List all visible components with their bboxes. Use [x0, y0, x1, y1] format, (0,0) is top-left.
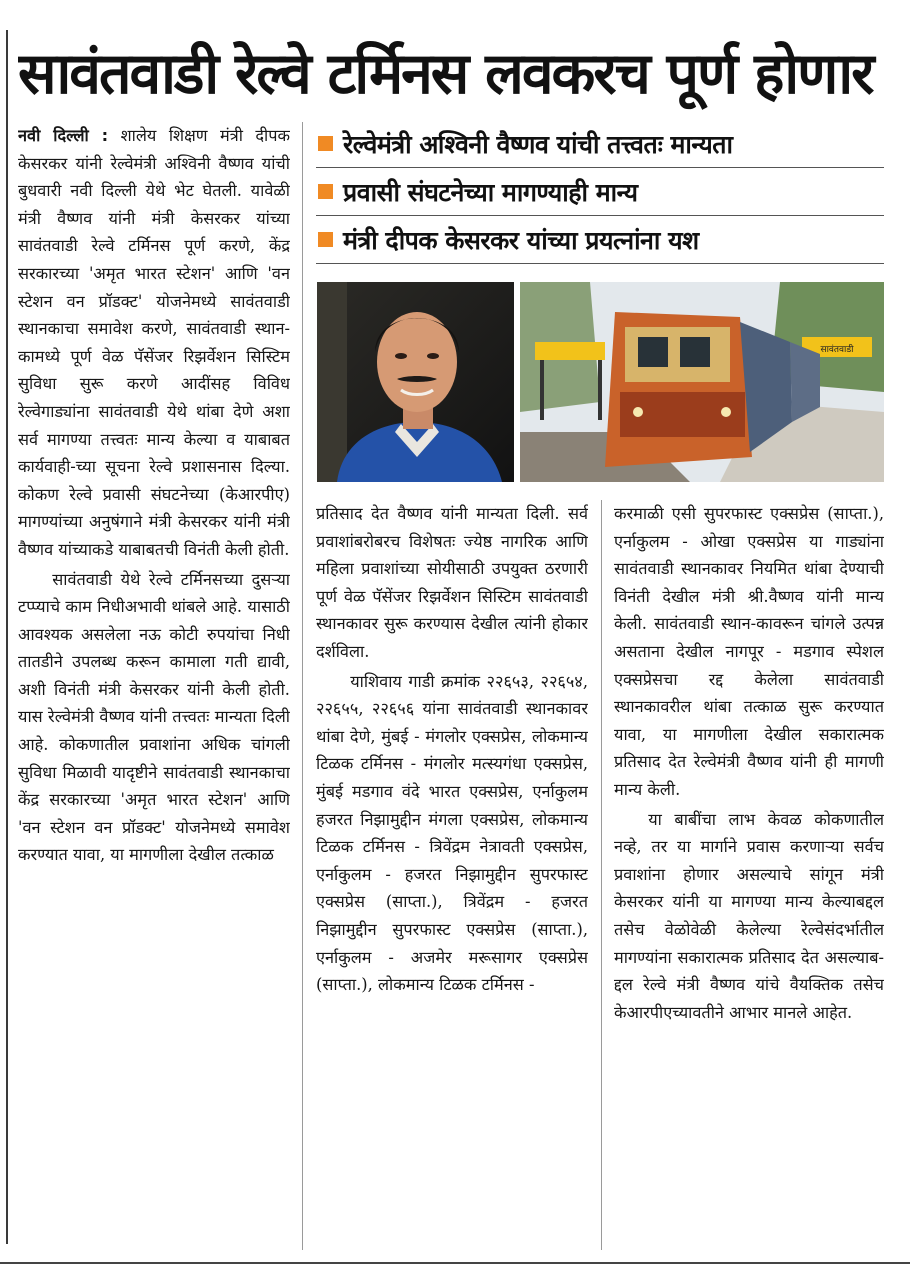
- paragraph: सावंतवाडी येथे रेल्वे टर्मिनसच्या दुसऱ्या टप्प्याचे काम निधीअभावी थांबले आहे. यासाठी आवश्यक असलेला नऊ कोटी रुपयांचा निधी तातडीने उपलब्ध करून कामाला गती द्यावी, अशी विनंती मंत्री केसरकर यांनी केली होती. यास रेल्वेमंत्री वैष्णव यांनी तत्त्वतः मान्यता दिली आहे. कोकणातील प्रवाशांना अधिक चांगली सुविधा मिळावी यादृष्टीने सावंतवाडी स्थानकाचा केंद्र सरकारच्या 'अमृत भारत स्टेशन' आणि 'वन स्टेशन वन प्रॉडक्ट' योजनेमध्ये समावेश करण्यात यावा, या मागणीला देखील तत्काळ: [18, 569, 290, 865]
- article-column-3: [614, 500, 884, 1250]
- minister-portrait-photo: [317, 282, 514, 482]
- paragraph: [18, 122, 290, 564]
- subheadline: मंत्री दीपक केसरकर यांच्या प्रयत्नांना यश: [316, 216, 884, 264]
- dateline: नवी दिल्ली :: [18, 126, 109, 145]
- bottom-border-rule: [0, 1262, 910, 1264]
- orange-square-bullet-icon: [318, 184, 333, 199]
- paragraph-text: शालेय शिक्षण मंत्री दीपक केसरकर यांनी रेल्वेमंत्री अश्विनी वैष्णव यांची बुधवारी नवी दिल्ली येथे भेट घेतली. यावेळी मंत्री वैष्णव यांनी मंत्री केसरकर यांच्या सावंतवाडी रेल्वे टर्मिनस पूर्ण करणे, केंद्र सरकारच्या 'अमृत भारत स्टेशन' आणि 'वन स्टेशन वन प्रॉडक्ट' योजनेमध्ये सावंतवाडी स्थानकाचा समावेश करणे, सावंतवाडी स्थान-कामध्ये पूर्ण वेळ पॅसेंजर रिझर्वेशन सिस्टिम सुविधा सुरू करणे आदींसह विविध रेल्वेगाड्यांना सावंतवाडी येथे थांबा देणे अशा सर्व मागण्या तत्त्वतः मान्य केल्या व याबाबत कार्यवाही-च्या सूचना रेल्वे प्रशासनास दिल्या. कोकण रेल्वे प्रवासी संघटनेच्या (केआरपीए) मागण्यांच्या अनुषंगाने मंत्री केसरकर यांनी मंत्री वैष्णव यांच्याकडे याबाबतची विनंती केली होती.: [18, 126, 290, 559]
- train-station-photo: [520, 282, 884, 482]
- left-border-rule: [6, 30, 8, 1244]
- paragraph: याशिवाय गाडी क्रमांक २२६५३, २२६५४, २२६५५, २२६५६ यांना सावंतवाडी स्थानकावर थांबा देणे, मुंबई - मंगलोर एक्सप्रेस, लोकमान्य टिळक टर्मिनस - मंगलोर मत्स्यगंधा एक्सप्रेस, मुंबई मडगाव वंदे भारत एक्सप्रेस, एर्नाकुलम हजरत निझामुद्दीन मंगला एक्सप्रेस, लोकमान्य टिळक टर्मिनस - त्रिवेंद्रम नेत्रावती एक्सप्रेस, एर्नाकुलम - हजरत निझामुद्दीन सुपरफास्ट एक्सप्रेस (साप्ता.), त्रिवेंद्रम - हजरत निझामुद्दीन सुपरफास्ट एक्सप्रेस (साप्ता.), एर्नाकुलम - अजमेर मरूसागर एक्सप्रेस (साप्ता.), लोकमान्य टिळक टर्मिनस -: [316, 671, 588, 995]
- column-divider: [302, 122, 303, 1250]
- paragraph: या बाबींचा लाभ केवळ कोकणातील नव्हे, तर या मार्गाने प्रवास करणाऱ्या सर्वच प्रवाशांना होणार असल्याचे सांगून मंत्री केसरकर यांनी या मागण्या मान्य केल्याबद्दल तसेच वेळोवेळी केलेल्या रेल्वेसंदर्भातील मागण्यांना सकारात्मक प्रतिसाद देत असल्याब-द्दल रेल्वे मंत्री वैष्णव यांचे वैयक्तिक तसेच केआरपीएच्यावतीने आभार मानले आहेत.: [614, 809, 884, 1022]
- subheadline: रेल्वेमंत्री अश्विनी वैष्णव यांची तत्त्वतः मान्यता: [316, 120, 884, 168]
- article-column-1: [18, 122, 290, 1250]
- orange-square-bullet-icon: [318, 232, 333, 247]
- subheadline: प्रवासी संघटनेच्या मागण्याही मान्य: [316, 168, 884, 216]
- paragraph: करमाळी एसी सुपरफास्ट एक्सप्रेस (साप्ता.), एर्नाकुलम - ओखा एक्सप्रेस या गाड्यांना सावंतवाडी स्थानकावर नियमित थांबा देण्याची विनंती देखील मंत्री श्री.वैष्णव यांनी मान्य केली. सावंतवाडी स्थान-कावरून चांगले उत्पन्न असताना देखील नागपूर - मडगाव स्पेशल एक्सप्रेसचा रद्द केलेला सावंतवाडी स्थानकावरील थांबा तत्काळ सुरू करण्यात यावा, या मागणीला देखील सकारात्मक प्रतिसाद देत रेल्वेमंत्री वैष्णव यांनी ही मागणी मान्य केली.: [614, 504, 884, 799]
- paragraph: प्रतिसाद देत वैष्णव यांनी मान्यता दिली. सर्व प्रवाशांबरोबरच विशेषतः ज्येष्ठ नागरिक आणि महिला प्रवाशांच्या सोयीसाठी उपयुक्त ठरणारी पूर्ण वेळ पॅसेंजर रिझर्वेशन सिस्टिम सावंतवाडी स्थानकावर सुरू करण्यास देखील त्यांनी होकार दर्शविला.: [316, 504, 588, 661]
- train-photo: [520, 282, 884, 482]
- portrait-photo: [317, 282, 514, 482]
- column-divider: [601, 500, 602, 1250]
- headline: सावंतवाडी रेल्वे टर्मिनस लवकरच पूर्ण होणार: [18, 41, 873, 107]
- station-sign-text: सावंतवाडी: [820, 345, 854, 355]
- article-column-2: [316, 500, 588, 1250]
- orange-square-bullet-icon: [318, 136, 333, 151]
- subheadline-list: [316, 120, 884, 264]
